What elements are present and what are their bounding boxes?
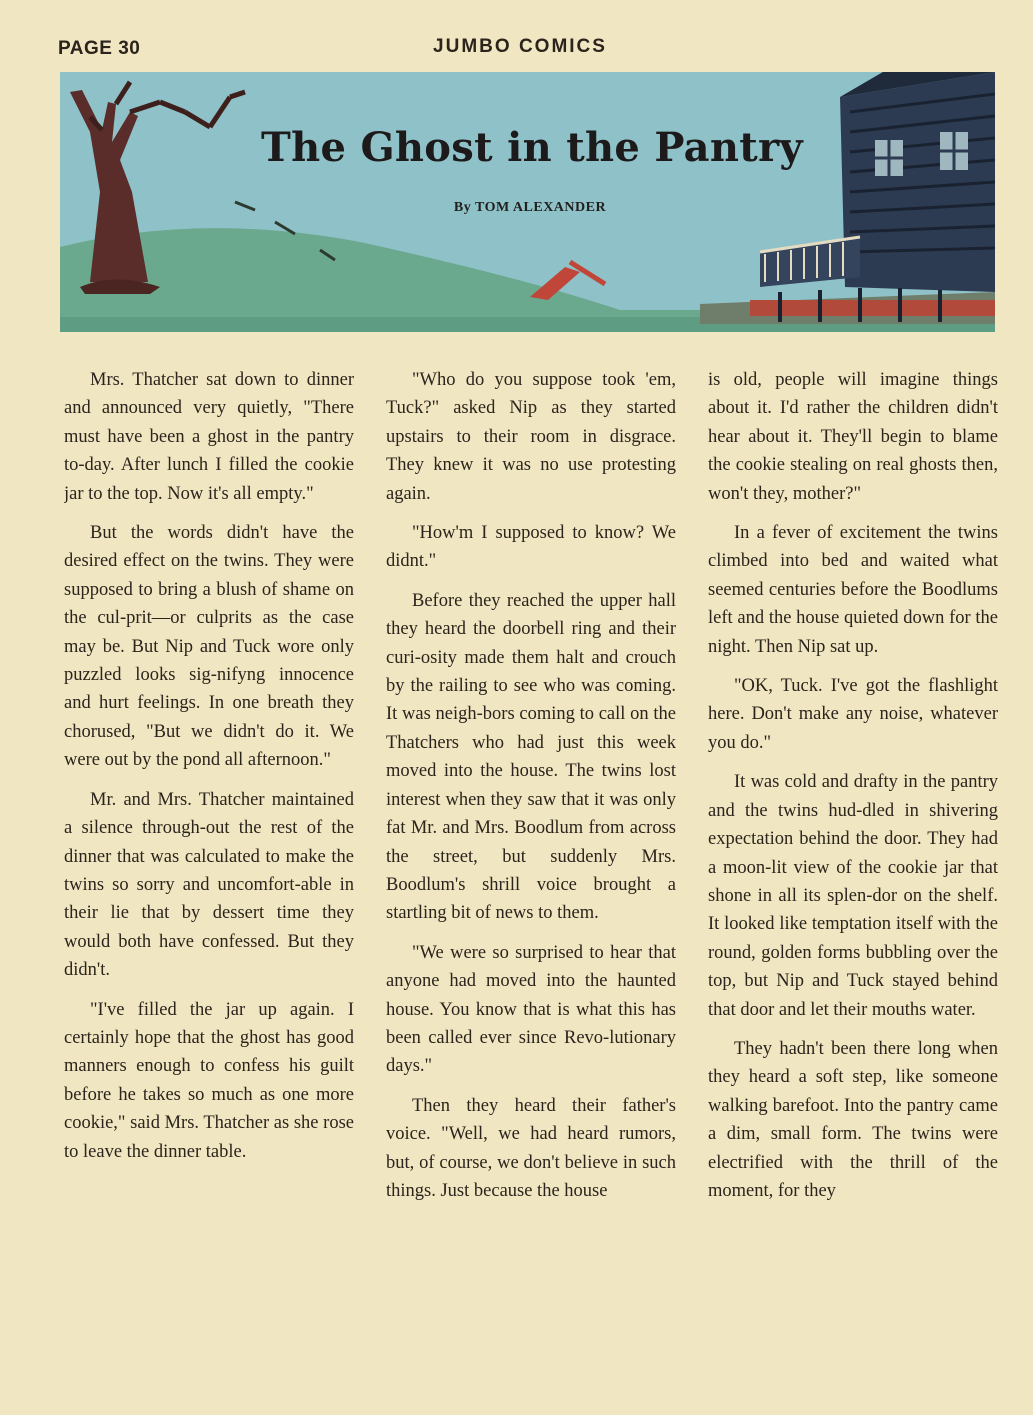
paragraph: "We were so surprised to hear that anyone had moved into the haunted house. You know that is what this has been called ever since Revo-lutionary days." bbox=[386, 942, 676, 1077]
text-column-1 bbox=[64, 366, 354, 1366]
paragraph: "How'm I supposed to know? We didnt." bbox=[386, 523, 676, 572]
paragraph: Before they reached the upper hall they heard the doorbell ring and their curi-osity made them halt and crouch by the railing to see who was coming. It was neigh-bors coming to call on the Thatchers who had just this week moved into the house. The twins lost interest when they saw that it was only fat Mr. and Mrs. Boodlum from across the street, but suddenly Mrs. Boodlum's shrill voice brought a startling bit of news to them. bbox=[386, 590, 676, 924]
magazine-title: JUMBO COMICS bbox=[433, 36, 607, 57]
paragraph: They hadn't been there long when they heard a soft step, like someone walking barefoot. Into the pantry came a dim, small form. The twins were electrified with the thrill of the moment, for they bbox=[708, 1038, 998, 1201]
page-header bbox=[0, 0, 1033, 70]
paragraph: Mr. and Mrs. Thatcher maintained a silence through-out the rest of the dinner that was calculated to make the twins so sorry and uncomfort-able in their lie that by dessert time they would both have confessed. But they didn't. bbox=[64, 789, 354, 981]
paragraph: "Who do you suppose took 'em, Tuck?" asked Nip as they started upstairs to their room in disgrace. They knew it was no use protesting again. bbox=[386, 370, 676, 504]
story-byline: By TOM ALEXANDER bbox=[453, 200, 607, 215]
paragraph: "I've filled the jar up again. I certainly hope that the ghost has good manners enough to confess his guilt before he takes so much as one more cookie," said Mrs. Thatcher as she rose to leave the dinner table. bbox=[64, 999, 354, 1162]
paragraph: "OK, Tuck. I've got the flashlight here. Don't make any noise, whatever you do." bbox=[708, 676, 998, 753]
story-title: The Ghost in the Pantry bbox=[261, 124, 803, 171]
text-column-3 bbox=[708, 366, 998, 1366]
paragraph: Then they heard their father's voice. "Well, we had heard rumors, but, of course, we don't believe in such things. Just because the house bbox=[386, 1095, 676, 1201]
paragraph: In a fever of excitement the twins climbed into bed and waited what seemed centuries before the Boodlums left and the house quieted down for the night. Then Nip sat up. bbox=[708, 523, 998, 657]
title-banner bbox=[60, 72, 995, 332]
text-column-2 bbox=[386, 366, 676, 1366]
page-number: PAGE 30 bbox=[58, 38, 141, 59]
paragraph: It was cold and drafty in the pantry and the twins hud-dled in shivering expectation behind the door. They had a moon-lit view of the cookie jar that shone in all its splen-dor on the shelf. It looked like temptation itself with the round, golden forms bubbling over the top, but Nip and Tuck stayed behind that door and let their mouths water. bbox=[708, 772, 998, 1020]
paragraph: Mrs. Thatcher sat down to dinner and announced very quietly, "There must have been a ghost in the pantry to-day. After lunch I filled the cookie jar to the top. Now it's all empty." bbox=[64, 370, 354, 504]
paragraph: But the words didn't have the desired effect on the twins. They were supposed to bring a blush of shame on the cul-prit—or culprits as the case may be. But Nip and Tuck wore only puzzled looks sig-nifyng innocence and hurt feelings. In one breath they chorused, "But we didn't do it. We were out by the pond all afternoon." bbox=[64, 523, 354, 771]
paragraph: is old, people will imagine things about it. I'd rather the children didn't hear about it. They'll begin to blame the cookie stealing on real ghosts then, won't they, mother?" bbox=[708, 370, 998, 504]
